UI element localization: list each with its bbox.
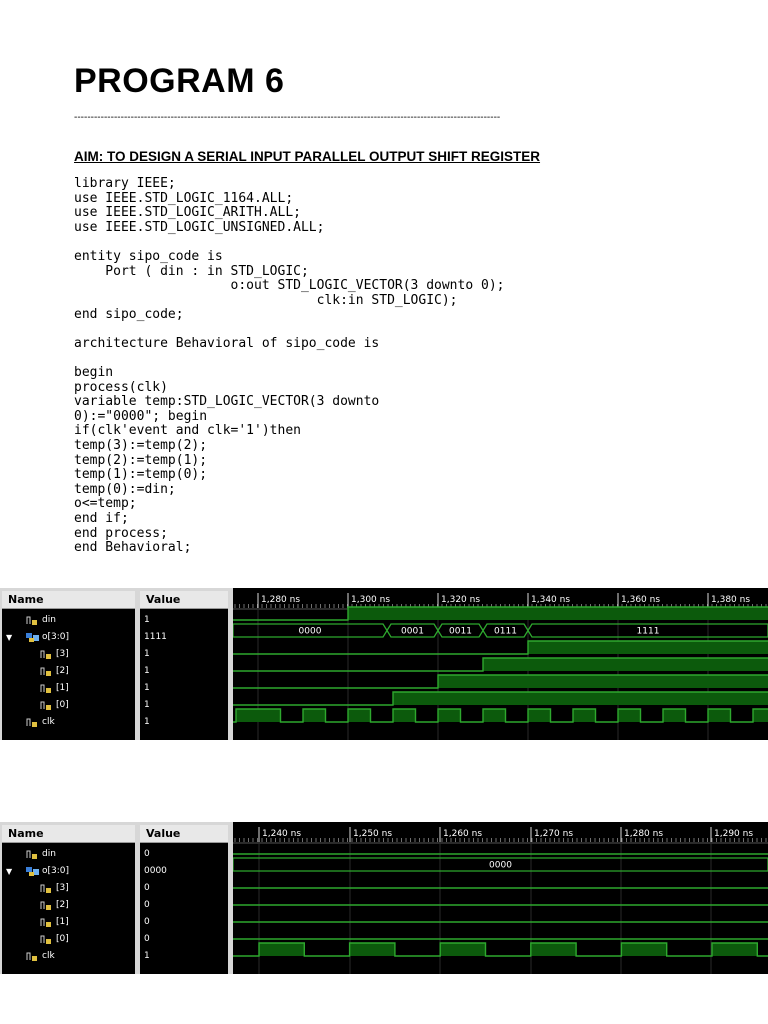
signal-row-clk[interactable] — [2, 714, 135, 731]
signal-row-3[interactable] — [2, 880, 135, 897]
signal-name: [2] — [56, 900, 69, 910]
signal-row-din[interactable] — [2, 612, 135, 629]
signal-name: [3] — [56, 883, 69, 893]
time-label: 1,250 ns — [353, 829, 393, 839]
signal-icon — [40, 917, 52, 928]
signal-row-0[interactable] — [2, 697, 135, 714]
signal-icon — [40, 900, 52, 911]
signal-icon — [26, 951, 38, 962]
signal-row-o30[interactable] — [2, 863, 135, 880]
signal-row-1[interactable] — [2, 680, 135, 697]
signal-icon — [40, 666, 52, 677]
waveform-panel-1 — [0, 588, 768, 740]
time-label: 1,240 ns — [262, 829, 302, 839]
signal-value-column — [140, 825, 228, 974]
bus-value-label: 1111 — [636, 626, 660, 637]
signal-name: [3] — [56, 649, 69, 659]
signal-name-column — [2, 591, 135, 740]
signal-value: 0 — [144, 934, 150, 944]
bit3-waveform — [233, 641, 768, 654]
bus-value-label: 0000 — [489, 860, 512, 871]
signal-row-3[interactable] — [2, 646, 135, 663]
signal-name: [1] — [56, 683, 69, 693]
waveform-panel-2 — [0, 822, 768, 974]
bit0-waveform — [233, 692, 768, 705]
page-title: PROGRAM 6 — [74, 62, 285, 100]
signal-name: din — [42, 615, 56, 625]
time-label: 1,300 ns — [351, 595, 391, 605]
separator-line: -------------------------------------------------------------------------------------------------------------------------------- — [74, 112, 501, 123]
signal-icon — [40, 700, 52, 711]
name-column-header[interactable]: Name — [2, 825, 135, 843]
bus-value-label: 0111 — [494, 626, 517, 637]
value-column-header[interactable]: Value — [140, 591, 228, 609]
signal-name: [1] — [56, 917, 69, 927]
signal-name: din — [42, 849, 56, 859]
time-label: 1,360 ns — [621, 595, 661, 605]
signal-row-2[interactable] — [2, 897, 135, 914]
signal-value: 1 — [144, 615, 150, 625]
signal-row-0[interactable] — [2, 931, 135, 948]
expand-chevron-icon[interactable]: ▼ — [6, 867, 13, 876]
signal-icon — [40, 683, 52, 694]
signal-value: 0 — [144, 849, 150, 859]
time-label: 1,280 ns — [261, 595, 301, 605]
signal-value: 0 — [144, 883, 150, 893]
signal-icon — [40, 649, 52, 660]
time-label: 1,380 ns — [711, 595, 751, 605]
signal-name: o[3:0] — [42, 866, 70, 876]
bus-waveform — [233, 624, 768, 637]
expand-chevron-icon[interactable]: ▼ — [6, 633, 13, 642]
waveform-svg — [233, 588, 768, 740]
name-column-header[interactable]: Name — [2, 591, 135, 609]
bit1-waveform — [233, 675, 768, 688]
bus-value-label: 0001 — [401, 626, 424, 637]
time-label: 1,320 ns — [441, 595, 481, 605]
signal-value: 1 — [144, 700, 150, 710]
bit2-waveform — [233, 658, 768, 671]
bus-value-label: 0000 — [298, 626, 322, 637]
signal-value: 0000 — [144, 866, 167, 876]
signal-row-2[interactable] — [2, 663, 135, 680]
signal-name-column — [2, 825, 135, 974]
code-architecture-line: architecture Behavioral of sipo_code is — [74, 336, 380, 351]
signal-row-o30[interactable] — [2, 629, 135, 646]
signal-name: clk — [42, 951, 55, 961]
signal-name: [0] — [56, 700, 69, 710]
signal-icon — [26, 849, 38, 860]
signal-name: o[3:0] — [42, 632, 70, 642]
time-label: 1,260 ns — [443, 829, 483, 839]
value-column-header[interactable]: Value — [140, 825, 228, 843]
time-label: 1,290 ns — [714, 829, 754, 839]
waveform-plot-area[interactable] — [233, 822, 768, 974]
signal-icon — [26, 717, 38, 728]
signal-icon — [26, 615, 38, 626]
signal-value: 1 — [144, 717, 150, 727]
code-entity-block: entity sipo_code is Port ( din : in STD_LOGIC; o:out STD_LOGIC_VECTOR(3 downto 0); clk:in STD_LOGIC); end sipo_code; — [74, 249, 505, 323]
bus-waveform — [233, 858, 768, 871]
signal-value: 1 — [144, 951, 150, 961]
signal-value: 1 — [144, 649, 150, 659]
aim-heading: AIM: TO DESIGN A SERIAL INPUT PARALLEL OUTPUT SHIFT REGISTER — [74, 149, 541, 164]
bus-signal-icon — [26, 866, 38, 877]
waveform-svg — [233, 822, 768, 974]
time-label: 1,280 ns — [624, 829, 664, 839]
signal-row-din[interactable] — [2, 846, 135, 863]
code-library-block: library IEEE; use IEEE.STD_LOGIC_1164.ALL; use IEEE.STD_LOGIC_ARITH.ALL; use IEEE.STD_LOGIC_UNSIGNED.ALL; — [74, 176, 325, 235]
signal-name: [0] — [56, 934, 69, 944]
time-label: 1,340 ns — [531, 595, 571, 605]
bus-value-label: 0011 — [449, 626, 472, 637]
clk-waveform — [233, 943, 768, 956]
time-label: 1,270 ns — [534, 829, 574, 839]
code-process-block: begin process(clk) variable temp:STD_LOGIC_VECTOR(3 downto 0):="0000"; begin if(clk'event and clk='1')then temp(3):=temp(2); temp(2):=temp(1); temp(1):=temp(0); temp(0):=din; o<=temp; end if; end process; end Behavioral; — [74, 365, 380, 556]
signal-row-clk[interactable] — [2, 948, 135, 965]
bus-signal-icon — [26, 632, 38, 643]
signal-icon — [40, 934, 52, 945]
signal-value: 1111 — [144, 632, 167, 642]
signal-icon — [40, 883, 52, 894]
signal-name: [2] — [56, 666, 69, 676]
signal-value-column — [140, 591, 228, 740]
signal-value: 0 — [144, 917, 150, 927]
signal-value: 1 — [144, 666, 150, 676]
signal-row-1[interactable] — [2, 914, 135, 931]
signal-name: clk — [42, 717, 55, 727]
signal-value: 0 — [144, 900, 150, 910]
waveform-plot-area[interactable] — [233, 588, 768, 740]
signal-value: 1 — [144, 683, 150, 693]
clk-waveform — [233, 709, 768, 722]
